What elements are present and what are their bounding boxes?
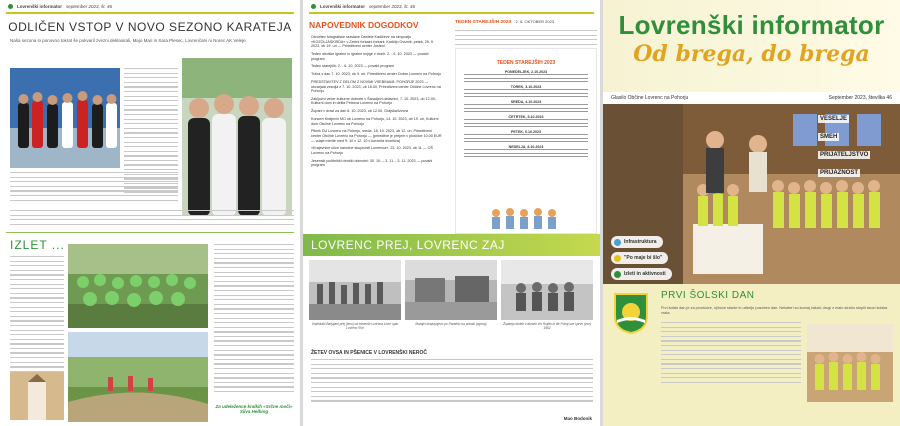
event-item: Tržna v dan 7. 10. 2023, ob 9. uri, Prireditveni center Dobre Lovrenc na Pohorju	[311, 72, 442, 77]
event-item: Koncert Kraljevin MO ob Lovrenc na Pohorju, 14. 10. 2023, ob 19. uri, Kulturni dom Občine Lovrenc na Pohorju	[311, 117, 439, 126]
header-rule	[6, 12, 294, 14]
article-text-body	[10, 172, 178, 204]
napovednik-title: NAPOVEDNIK DOGODKOV	[309, 20, 419, 30]
napovednik-block	[303, 20, 451, 171]
logo-dot-icon	[8, 4, 13, 9]
teden-day: PETEK, 6.10.2023	[511, 130, 541, 135]
cover-pill	[611, 268, 672, 280]
karate-team-photo	[10, 68, 120, 168]
banner-sign: VESELJE	[820, 116, 848, 122]
teden-day-text	[464, 149, 588, 157]
pill-label: Infrastruktura	[624, 239, 657, 245]
masthead-subtitle: Od brega, do brega	[633, 41, 870, 67]
teden-block	[455, 10, 597, 234]
teden-poster	[455, 48, 597, 234]
page-header	[0, 0, 300, 12]
article-text-footer	[10, 210, 294, 228]
page-cover	[603, 0, 900, 426]
izlet-group-photo	[68, 244, 208, 328]
pill-dot-icon	[614, 271, 621, 278]
teden-poster-title: TEDEN STAREJŠIH 2023	[496, 60, 556, 67]
teden-day: SREDA, 4.10.2023	[510, 100, 542, 105]
izlet-church-photo	[10, 372, 64, 420]
article-lead: Naša sezona in ponovno tokrat še pokvaril zvezni deklasirali, Majo Mari in Sara Plesec, Lovrenčani ni Norec AK Veleje.	[10, 38, 247, 43]
masthead	[603, 0, 900, 92]
banner-signs	[818, 107, 898, 179]
photo-caption-3: Županja blotek v dkmeb vih Rojtek in de Pokaj sve sprve (vse) 1962	[503, 322, 591, 330]
header-date: september 2023, št. 46	[66, 3, 113, 9]
event-item: Zaključni večer kulturne dobrote v Šaradjevi delavnici, 7. 10. 2023, ob 12.00, Kulturni dom in delila Petrova Lovrenc na Pohorju	[311, 96, 436, 106]
teden-day-text	[464, 74, 588, 82]
header-publication: Lovrenški informator	[320, 3, 366, 9]
karate-girls-photo	[182, 58, 292, 216]
banner-sign: PRIJATELJSTVO	[820, 152, 869, 158]
event-list	[303, 35, 451, 168]
article-author: Mao Bodonik	[563, 416, 592, 421]
historic-photo-3	[501, 260, 593, 320]
izlet-walk-photo	[68, 332, 208, 422]
teden-day: PONEDELJEK, 2.10.2023	[504, 70, 548, 75]
event-item: Jesenski počitniški otroški dobrotni: 30. 10. – 3. 11. - 3. 11. 2023 — povabi program	[311, 158, 433, 168]
page-napovednik	[303, 0, 600, 426]
banner-sign: SMEH	[820, 134, 838, 140]
lovrenc-band-title: LOVRENC PREJ, LOVRENC ZAJ	[311, 238, 505, 252]
prvi-solski-title: PRVI ŠOLSKI DAN	[661, 290, 755, 301]
issue-label: September 2023, številka 46	[828, 95, 892, 101]
pill-dot-icon	[614, 239, 621, 246]
event-item: PREDSTAVITEV Z DELOM Z NOVIMI VSEBINAMI: POHORJE 2023 — ukvarjala vesolja z 7. 10. 2023, ob 16.00, Prireditveni center Občine Lovrenc na Pohorju	[311, 79, 441, 94]
event-item: Teden starejših: 2. - 6. 10. 2023 — povabi program	[311, 64, 395, 69]
photo-caption-1: Vodnikaki Barjajani prej (levo) ob trimenih Lorevna Lisec uptu Lovrenc Roč	[311, 322, 399, 330]
pill-label: "Po maje bi šlo"	[624, 255, 663, 261]
article-title: ŽETEV OVSA IN PŠENICE V LOVRENŠKI NEROČ	[311, 350, 427, 356]
izlet-title: IZLET ...	[10, 238, 65, 252]
page-karate	[0, 0, 300, 426]
section-divider	[6, 232, 294, 233]
masthead-info	[603, 92, 900, 104]
prvi-solski-text	[661, 322, 801, 386]
event-item: Otvoritev fotografske razstave Daniele Kadiževe na simpoziju »KOZOLJASKISDA« v Zeleni fontaini fontani, Kadžijo Oviznik, petek, 29. 9. 2023, ob 19. uri — Prireditveni center Josfeni	[311, 35, 434, 49]
glasilo-label: Glasilo Občine Lovrenc na Pohorju	[611, 95, 689, 101]
prvi-solski-lead: Prvi šolski dan je za prvošolce, njihove starše in učitelje poseben dan. Nekateri so komaj čakali, drugi z malo strahu stopili skozi šolska vrata.	[661, 306, 888, 315]
izlet-text-col3	[214, 244, 294, 396]
header-date: september 2023, št. 46	[369, 3, 416, 9]
article-text	[311, 359, 593, 405]
izlet-signature-block	[214, 404, 294, 414]
pill-label: Izleti in aktivnosti	[624, 271, 666, 277]
teden-days	[464, 70, 588, 157]
cover-pill	[611, 236, 663, 248]
teden-dates: 2. 6. OKTOBER 2023	[515, 19, 555, 24]
lovrenc-band	[303, 234, 600, 256]
event-item: »Krajevnice ulice narodne skupnosti Lovrenca«, 23. 10. 2023, ob 11 — OŠ Lovrenc na Pohorju	[311, 146, 433, 155]
event-item: Župani v dravi za dan 8. 10. 2023, ob 12.00, Grajška/Izvora	[311, 109, 408, 114]
logo-dot-icon	[311, 4, 316, 9]
banner-sign: PRIJAZNOST	[820, 170, 859, 176]
header-publication: Lovrenški informator	[17, 3, 63, 9]
teden-day-text	[464, 119, 588, 127]
municipality-crest-icon	[613, 292, 649, 334]
izlet-signature: Za udeležence kralkih «Srčne moči»	[215, 404, 293, 409]
teden-day: TOREK, 3.10.2023	[510, 85, 542, 90]
event-item: Piknik DU Lovrenc na Pohorju, sreda, 18. 10. 2023, ob 12. uri, Prireditveni center Občine Lovrenc na Pohorju — (prireditve je prejem v ploščice 10.00 EUR — vdaje merite med 9. 10 v 12. 10 v korzulta dvorišča)	[311, 129, 442, 143]
teden-day: NEDELJA, 8.10.2023	[508, 145, 544, 150]
teden-day-text	[464, 104, 588, 112]
teden-day: ČETRTEK, 5.10.2023	[508, 115, 544, 120]
first-day-photo	[807, 324, 893, 402]
teden-day-text	[464, 134, 588, 142]
teden-day-text	[464, 89, 588, 97]
izlet-author: Silva Helbing	[239, 409, 269, 414]
historic-photo-1	[309, 260, 401, 320]
event-item: Teden otroške igralne in igralne knjige v dneh: 2. - 6. 10. 2023 — povabi program	[311, 51, 429, 61]
historic-photo-2	[405, 260, 497, 320]
cover-pill	[611, 252, 668, 264]
pill-dot-icon	[614, 255, 621, 262]
article-title: ODLIČEN VSTOP V NOVO SEZONO KARATEJA	[8, 20, 292, 34]
teden-title: TEDEN STAREJŠIH 2023	[455, 20, 512, 25]
seniors-illustration	[486, 205, 566, 229]
masthead-title: Lovrenški informator	[618, 10, 885, 40]
cover-lower	[603, 284, 900, 426]
teden-intro	[455, 30, 597, 45]
photo-caption-2: Marajci dvakajujevo po Pandelu na pokaži (zgoraj)	[415, 322, 487, 326]
